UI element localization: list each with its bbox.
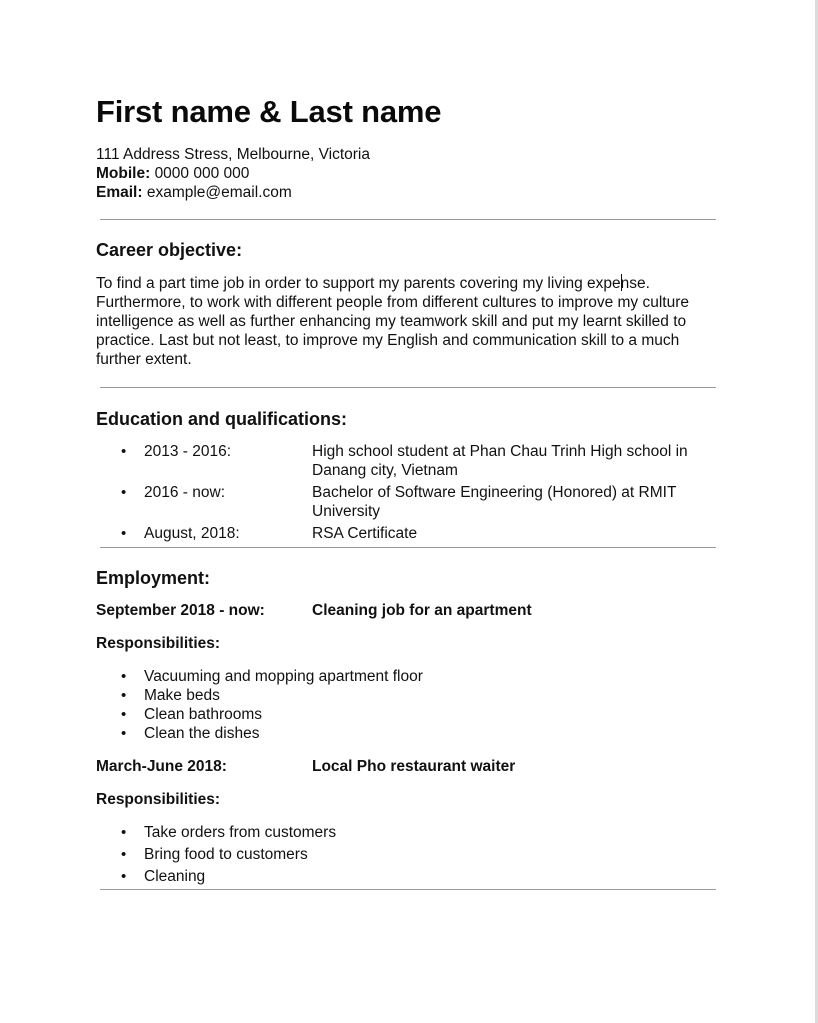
mobile-value[interactable]: 0000 000 000 [154,165,250,182]
job-date[interactable]: September 2018 - now: [96,602,265,619]
responsibility-text: Make beds [144,687,220,704]
education-description[interactable]: Bachelor of Software Engineering (Honored) at RMIT University [312,484,677,520]
career-text-part1: To find a part time job in order to support my parents covering my living expe [96,275,621,292]
responsibility-item[interactable] [96,724,718,743]
responsibility-text: Bring food to customers [144,846,308,863]
bullet-icon: • [121,846,127,863]
section-divider [100,219,716,220]
education-date[interactable]: 2013 - 2016: [144,443,232,460]
responsibility-item[interactable] [96,667,718,686]
responsibility-item[interactable] [96,705,718,724]
education-description[interactable]: RSA Certificate [312,525,418,542]
address-line[interactable]: 111 Address Stress, Melbourne, Victoria [96,146,370,163]
email-value[interactable]: example@email.com [146,184,292,201]
responsibility-item[interactable] [96,686,718,705]
mobile-label: Mobile: [96,165,151,182]
contact-block[interactable] [96,145,718,202]
education-item[interactable] [96,483,718,521]
job-title[interactable]: Cleaning job for an apartment [312,602,532,619]
job-date[interactable]: March-June 2018: [96,758,227,775]
responsibilities-label[interactable]: Responsibilities: [96,635,221,652]
responsibilities-list [96,667,718,743]
email-label: Email: [96,184,143,201]
education-item[interactable] [96,524,718,543]
career-objective-text[interactable] [96,274,718,369]
section-divider [100,387,716,388]
career-objective-heading[interactable]: Career objective: [96,240,243,260]
responsibility-text: Clean bathrooms [144,706,263,723]
responsibility-text: Vacuuming and mopping apartment floor [144,668,423,685]
responsibilities-list [96,823,718,886]
bullet-icon: • [121,525,127,542]
bullet-icon: • [121,484,127,501]
education-description[interactable]: High school student at Phan Chau Trinh High school in Danang city, Vietnam [312,443,688,479]
bullet-icon: • [121,868,127,885]
education-item[interactable] [96,442,718,480]
full-name-heading[interactable]: First name & Last name [96,94,442,129]
email-line[interactable] [96,183,718,202]
responsibility-item[interactable] [96,867,718,886]
education-list [96,442,718,543]
career-text-part2: nse. Furthermore, to work with different people from different cultures to improve my culture intelligence as well as further enhancing my teamwork skill and put my learnt skilled to practice. Last but not least, to improve my English and communication skill to a much further extent. [96,275,689,368]
section-divider [100,547,716,548]
bullet-icon: • [121,687,127,704]
responsibilities-label[interactable]: Responsibilities: [96,791,221,808]
bullet-icon: • [121,725,127,742]
education-date[interactable]: August, 2018: [144,525,240,542]
job-header[interactable] [96,757,718,776]
bullet-icon: • [121,824,127,841]
bullet-icon: • [121,443,127,460]
job-title[interactable]: Local Pho restaurant waiter [312,758,516,775]
job-header[interactable] [96,601,718,620]
education-heading[interactable]: Education and qualifications: [96,409,348,429]
mobile-line[interactable] [96,164,718,183]
employment-heading[interactable]: Employment: [96,568,211,588]
responsibility-text: Take orders from customers [144,824,337,841]
responsibility-text: Cleaning [144,868,206,885]
responsibility-item[interactable] [96,823,718,842]
responsibility-text: Clean the dishes [144,725,260,742]
education-date[interactable]: 2016 - now: [144,484,225,501]
bullet-icon: • [121,668,127,685]
bullet-icon: • [121,706,127,723]
section-divider [100,889,716,890]
resume-document[interactable] [96,92,718,890]
responsibility-item[interactable] [96,845,718,864]
